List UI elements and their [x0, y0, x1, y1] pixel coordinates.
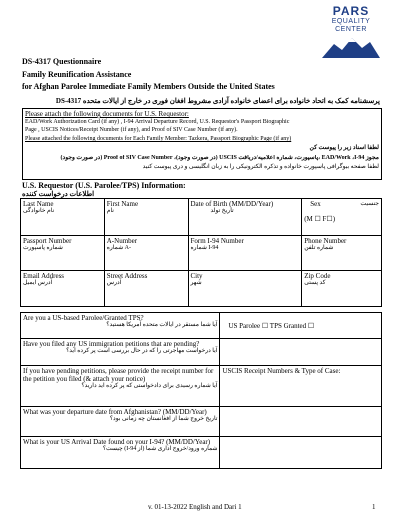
questions-table	[20, 312, 382, 469]
requestor-heading-dari: اطلاعات درخواست کننده	[22, 190, 95, 198]
question-cell: Have you filed any US immigration petitions that are pending? آیا درخواست مهاجرتی را که در حال بررسی است پر کرده اید؟	[21, 339, 220, 366]
email-field[interactable]: Email Address آدرس ایمیل	[21, 271, 105, 307]
question-row	[21, 366, 382, 407]
form-number: DS-4317 Questionnaire	[22, 57, 102, 66]
question-row	[21, 437, 382, 469]
passport-number-field[interactable]: Passport Number شماره پاسپورت	[21, 236, 105, 271]
requestor-heading: U.S. Requestor (U.S. Parolee/TPS) Information:	[22, 181, 186, 190]
logo-line-1: PARS	[332, 4, 370, 18]
subtitle-2: for Afghan Parolee Immediate Family Members Outside the United States	[22, 82, 275, 91]
pending-petitions-answer[interactable]	[220, 339, 382, 366]
instructions-dari-1: لطفا اسناد زیر را پیوست کن	[309, 145, 379, 151]
logo-line-2: EQUALITY	[331, 18, 371, 25]
question-row	[21, 339, 382, 366]
instructions-dari-3: لطفا صفحه بیوگرافی پاسپورت خانواده و تذکره الکترونیکی را به زبان انگلیسی و دری پیوست کنید	[142, 164, 379, 170]
requestor-table	[20, 198, 382, 307]
departure-date-answer[interactable]	[220, 407, 382, 437]
instructions-line-2: EAD/Work Authorization Card (if any) , I-94 Arrival Departure Record, U.S. Requestor's Passport Biographic	[25, 119, 290, 125]
question-cell: What was your departure date from Afghanistan? (MM/DD/Year) تاریخ خروج شما از افغانستان چه زمانی بود؟	[21, 407, 220, 437]
footer-version: v. 01-13-2022 English and Dari 1	[148, 503, 242, 511]
zip-code-field[interactable]: Zip Code کد پستی	[302, 271, 382, 307]
street-address-field[interactable]: Street Address آدرس	[104, 271, 188, 307]
question-row	[21, 407, 382, 437]
page-number: 1	[372, 503, 376, 511]
pars-equality-center-logo	[316, 4, 386, 68]
instructions-line-4: Please attached the following documents for Each Family Member: Tazkera, Passport Biographic Page (if any)	[25, 136, 292, 142]
last-name-field[interactable]: Last Name نام خانوادگی	[21, 199, 105, 236]
arrival-date-answer[interactable]	[220, 437, 382, 469]
question-row	[21, 313, 382, 339]
first-name-field[interactable]: First Name نام	[104, 199, 188, 236]
subtitle-1: Family Reunification Assistance	[22, 70, 132, 79]
sex-checkboxes[interactable]: (M ☐ F☐)	[304, 215, 336, 223]
a-number-field[interactable]: A-Number شماره A-	[104, 236, 188, 271]
city-field[interactable]: City شهر	[188, 271, 302, 307]
mountain-icon	[322, 36, 380, 58]
i94-number-field[interactable]: Form I-94 Number شماره I-94	[188, 236, 302, 271]
instructions-dari-2: مجوز EAD/Work ،I-94 ،پاسپورت، شماره اعلامیه/دریافت USCIS (در صورت وجود)، Proof of SIV Case Number (در صورت وجود)	[60, 155, 379, 161]
logo-line-3: CENTER	[335, 26, 367, 33]
question-cell: If you have pending petitions, please provide the receipt number for the petition you filed (& attach your notice) آیا شماره رسیدی برای دادخواستی که پر کرده اید دارید؟	[21, 366, 220, 407]
instructions-line-3: Page , USCIS Notices/Receipt Number (if any), and Proof of SIV Case Number (if any).	[25, 127, 238, 133]
dari-title: پرسشنامه کمک به اتحاد خانواده برای اعضای خانواده آزادی مشروط افغان فوری در خارج از ایالات متحده DS-4317	[55, 97, 380, 105]
parolee-tps-answer[interactable]: US Parolee ☐ TPS Granted ☐	[220, 313, 382, 339]
sex-field[interactable]: Sex جنسیت (M ☐ F☐)	[302, 199, 382, 236]
instructions-box	[22, 108, 382, 180]
question-cell: What is your US Arrival Date found on your I-94? (MM/DD/Year) شماره ورود/خروج اداری شما (از I-94) چیست؟	[21, 437, 220, 469]
receipt-number-answer[interactable]: USCIS Receipt Numbers & Type of Case:	[220, 366, 382, 407]
phone-number-field[interactable]: Phone Number شماره تلفن	[302, 236, 382, 271]
instructions-line-1: Please attach the following documents for U.S. Requestor:	[25, 110, 189, 118]
question-cell: Are you a US-based Parolee/Granted TPS? آیا شما مستقر در ایالات متحده آمریکا هستید؟	[21, 313, 220, 339]
dob-field[interactable]: Date of Birth (MM/DD/Year) تاریخ تولد	[188, 199, 302, 236]
